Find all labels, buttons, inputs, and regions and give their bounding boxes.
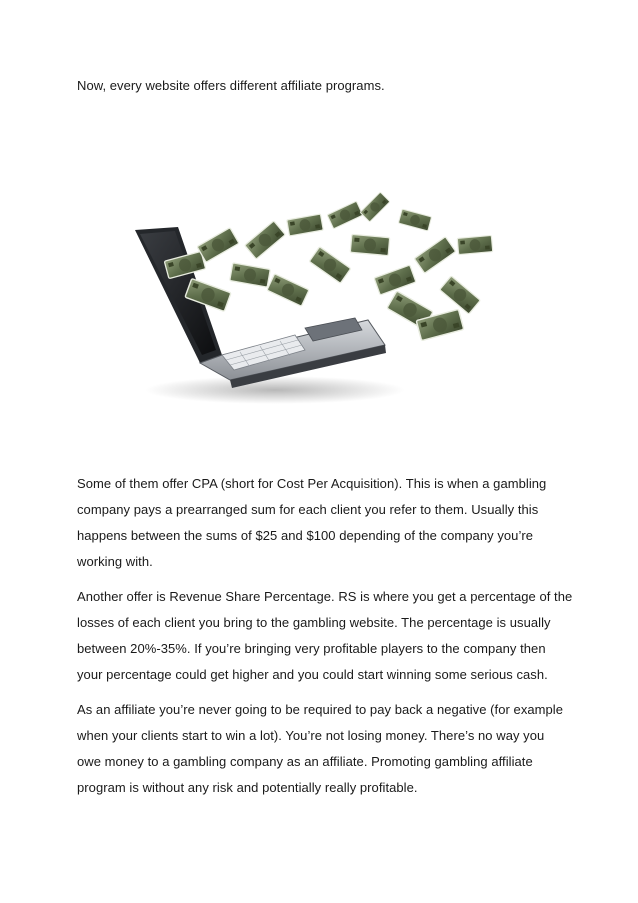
intro-text: Now, every website offers different affiliate programs. bbox=[77, 78, 385, 93]
paragraph-1-line-3: happens between the sums of $25 and $100 depending of the company you’re bbox=[77, 528, 534, 543]
paragraph-1-line-4: working with. bbox=[77, 554, 153, 569]
paragraph-3-line-1: As an affiliate you’re never going to be required to pay back a negative (for example bbox=[77, 702, 564, 717]
paragraph-2-line-4: your percentage could get higher and you could start winning some serious cash. bbox=[77, 667, 548, 682]
paragraph-2-line-3: between 20%-35%. If you’re bringing very profitable players to the company then bbox=[77, 641, 546, 656]
paragraph-3-line-3: owe money to a gambling company as an affiliate. Promoting gambling affiliate bbox=[77, 754, 533, 769]
paragraph-1-line-2: company pays a prearranged sum for each client you refer to them. Usually this bbox=[77, 502, 539, 517]
paragraph-3-line-2: when your clients start to win a lot). You’re not losing money. There’s no way you bbox=[77, 728, 545, 743]
paragraph-3-line-4: program is without any risk and potentially really profitable. bbox=[77, 780, 418, 795]
paragraph-1-line-1: Some of them offer CPA (short for Cost Per Acquisition). This is when a gambling bbox=[77, 476, 547, 491]
paragraph-2-line-2: losses of each client you bring to the gambling website. The percentage is usually bbox=[77, 615, 551, 630]
laptop-money-illustration bbox=[130, 185, 510, 410]
paragraph-2-line-1: Another offer is Revenue Share Percentage. RS is where you get a percentage of the bbox=[77, 589, 573, 604]
